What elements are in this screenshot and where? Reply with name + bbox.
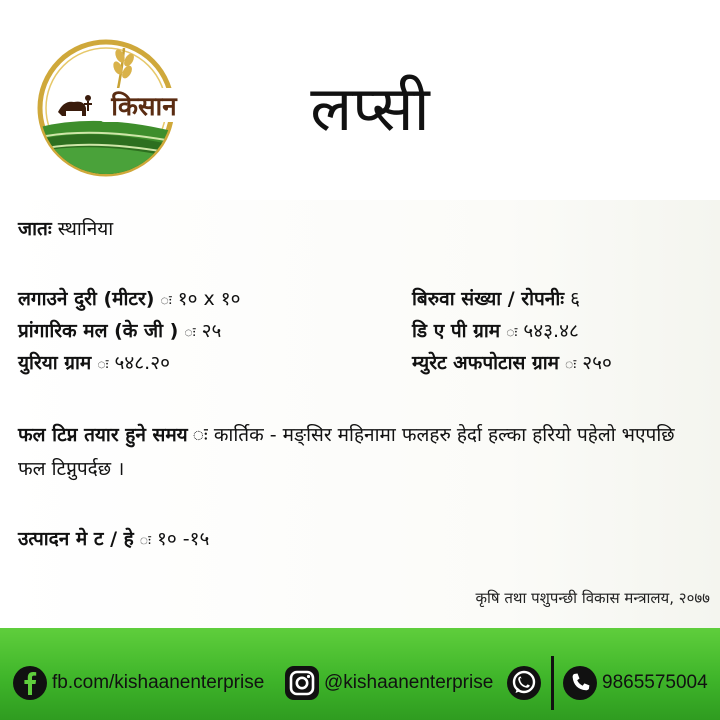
whatsapp-link[interactable] (506, 663, 542, 703)
dap-label: डि ए पी ग्राम (412, 320, 501, 342)
phone-icon (562, 665, 598, 701)
source-credit: कृषि तथा पशुपन्छी विकास मन्त्रालय, २०७७ (475, 589, 710, 607)
plants-value: ६ (570, 288, 581, 310)
dap-row: डि ए पी ग्राम ः ५४३.४८ (412, 320, 579, 342)
potash-value: २५० (582, 352, 612, 374)
whatsapp-icon (506, 665, 542, 701)
plants-row (412, 284, 580, 314)
instagram-icon (284, 665, 320, 701)
production-value: १० -१५ (157, 528, 210, 550)
production-row: उत्पादन मे ट / हे ः १० -१५ (18, 528, 210, 550)
potash-label: म्युरेट अफपोटास ग्राम (412, 352, 559, 374)
page-title: लप्सी (310, 72, 430, 145)
spacing-row: लगाउने दुरी (मीटर) ः १० x १० (18, 288, 241, 310)
plants-label: बिरुवा संख्या / रोपनीः (412, 288, 565, 310)
harvest-paragraph (18, 418, 708, 486)
variety-row (18, 214, 113, 244)
spacing-label: लगाउने दुरी (मीटर) (18, 288, 155, 310)
dap-value: ५४३.४८ (523, 320, 579, 342)
phone-link[interactable] (562, 663, 708, 703)
harvest-label: फल टिप्न तयार हुने समय (18, 424, 188, 446)
facebook-link[interactable] (12, 663, 264, 703)
variety-label: जातः (18, 218, 52, 240)
content-card (0, 200, 720, 628)
variety-value: स्थानिया (57, 218, 114, 240)
facebook-text: fb.com/kishaanenterprise (52, 672, 265, 693)
potash-row: म्युरेट अफपोटास ग्राम ः २५० (412, 352, 612, 374)
social-footer (0, 628, 720, 720)
urea-row: युरिया ग्राम ः ५४८.२० (18, 352, 170, 374)
spacing-value: १० x १० (177, 288, 241, 310)
phone-text: 9865575004 (602, 672, 708, 693)
kisan-logo (26, 32, 192, 180)
harvest-value: कार्तिक - मङ्सिर महिनामा फलहरु हेर्दा हल्का हरियो पहेलो भएपछि फल टिप्नुपर्दछ । (18, 424, 675, 480)
urea-value: ५४८.२० (114, 352, 170, 374)
manure-label: प्रांगारिक मल (के जी ) (18, 320, 179, 342)
instagram-link[interactable] (284, 663, 493, 703)
logo-text: किसान (111, 92, 177, 122)
footer-divider (551, 656, 554, 710)
facebook-icon (12, 665, 48, 701)
manure-value: २५ (201, 320, 222, 342)
urea-label: युरिया ग्राम (18, 352, 92, 374)
production-label: उत्पादन मे ट / हे (18, 528, 134, 550)
instagram-text: @kishaanenterprise (324, 672, 494, 693)
manure-row: प्रांगारिक मल (के जी ) ः २५ (18, 320, 222, 342)
